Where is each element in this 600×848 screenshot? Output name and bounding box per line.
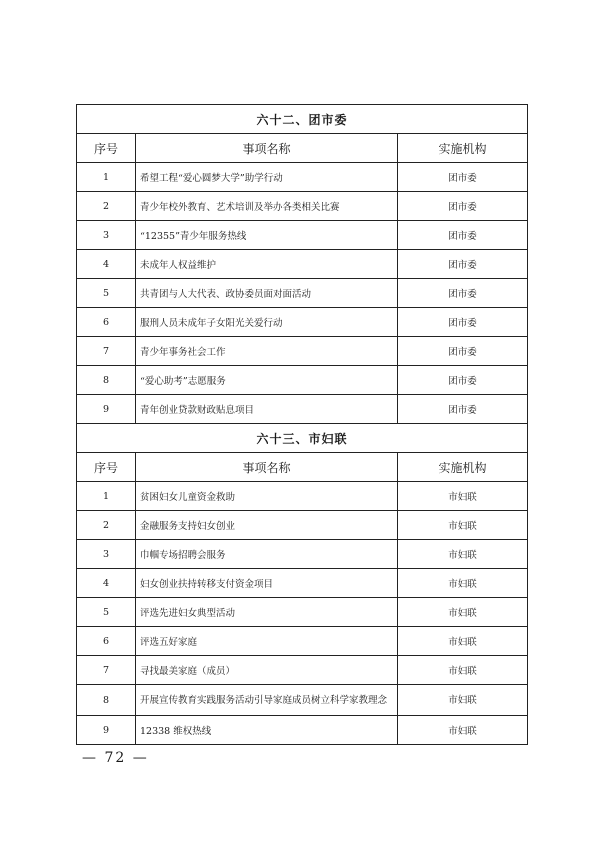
row-agency: 市妇联 [398,540,528,569]
row-index: 1 [77,482,136,511]
row-index: 7 [77,337,136,366]
row-index: 9 [77,395,136,424]
column-header-index: 序号 [77,453,136,482]
row-agency: 团市委 [398,366,528,395]
row-index: 7 [77,656,136,685]
row-agency: 市妇联 [398,627,528,656]
table-row [77,395,528,424]
row-agency: 团市委 [398,250,528,279]
column-header-agency: 实施机构 [398,453,528,482]
column-header-name: 事项名称 [136,453,398,482]
row-index: 8 [77,366,136,395]
section-header-62 [77,105,528,134]
row-index: 4 [77,569,136,598]
row-name: 妇女创业扶持转移支付资金项目 [136,569,398,598]
row-name: 青年创业贷款财政贴息项目 [136,395,398,424]
row-name: 青少年校外教育、艺术培训及举办各类相关比赛 [136,192,398,221]
table-row [77,221,528,250]
table-row [77,569,528,598]
row-agency: 市妇联 [398,569,528,598]
table-row [77,716,528,745]
row-index: 9 [77,716,136,745]
table-row [77,337,528,366]
row-agency: 市妇联 [398,598,528,627]
services-table [76,104,528,745]
row-index: 6 [77,627,136,656]
row-agency: 团市委 [398,395,528,424]
table-row [77,192,528,221]
column-header-row [77,453,528,482]
row-name: 巾帼专场招聘会服务 [136,540,398,569]
table-row [77,308,528,337]
row-agency: 团市委 [398,163,528,192]
table-row [77,482,528,511]
column-header-agency: 实施机构 [398,134,528,163]
row-agency: 市妇联 [398,716,528,745]
page-number: — 72 — [82,750,149,766]
section-header-63 [77,424,528,453]
row-name: “12355”青少年服务热线 [136,221,398,250]
column-header-name: 事项名称 [136,134,398,163]
table-row [77,598,528,627]
section-title: 六十二、团市委 [77,105,528,134]
row-index: 5 [77,279,136,308]
row-name: 开展宣传教育实践服务活动引导家庭成员树立科学家教理念 [136,685,398,716]
row-index: 8 [77,685,136,716]
row-index: 3 [77,540,136,569]
table-row [77,540,528,569]
row-name: 12338 维权热线 [136,716,398,745]
row-name: 评选先进妇女典型活动 [136,598,398,627]
row-index: 1 [77,163,136,192]
table-row [77,366,528,395]
row-name: 青少年事务社会工作 [136,337,398,366]
row-name: 希望工程“爱心圆梦大学”助学行动 [136,163,398,192]
row-name: 未成年人权益维护 [136,250,398,279]
row-agency: 市妇联 [398,656,528,685]
row-index: 6 [77,308,136,337]
row-index: 4 [77,250,136,279]
table-row [77,279,528,308]
column-header-row [77,134,528,163]
row-agency: 团市委 [398,221,528,250]
row-name: 共青团与人大代表、政协委员面对面活动 [136,279,398,308]
row-agency: 市妇联 [398,685,528,716]
row-agency: 团市委 [398,192,528,221]
row-agency: 团市委 [398,337,528,366]
table-row [77,656,528,685]
row-name: 贫困妇女儿童资金救助 [136,482,398,511]
table-row [77,627,528,656]
column-header-index: 序号 [77,134,136,163]
row-name: 寻找最美家庭（成员） [136,656,398,685]
row-name: “爱心助考”志愿服务 [136,366,398,395]
row-agency: 市妇联 [398,511,528,540]
row-name: 服刑人员未成年子女阳光关爱行动 [136,308,398,337]
row-name: 评选五好家庭 [136,627,398,656]
table-row [77,250,528,279]
row-index: 3 [77,221,136,250]
table-row [77,511,528,540]
row-name: 金融服务支持妇女创业 [136,511,398,540]
row-index: 5 [77,598,136,627]
table-row [77,163,528,192]
row-agency: 市妇联 [398,482,528,511]
section-title: 六十三、市妇联 [77,424,528,453]
table-row [77,685,528,716]
row-index: 2 [77,511,136,540]
row-agency: 团市委 [398,279,528,308]
row-index: 2 [77,192,136,221]
row-agency: 团市委 [398,308,528,337]
